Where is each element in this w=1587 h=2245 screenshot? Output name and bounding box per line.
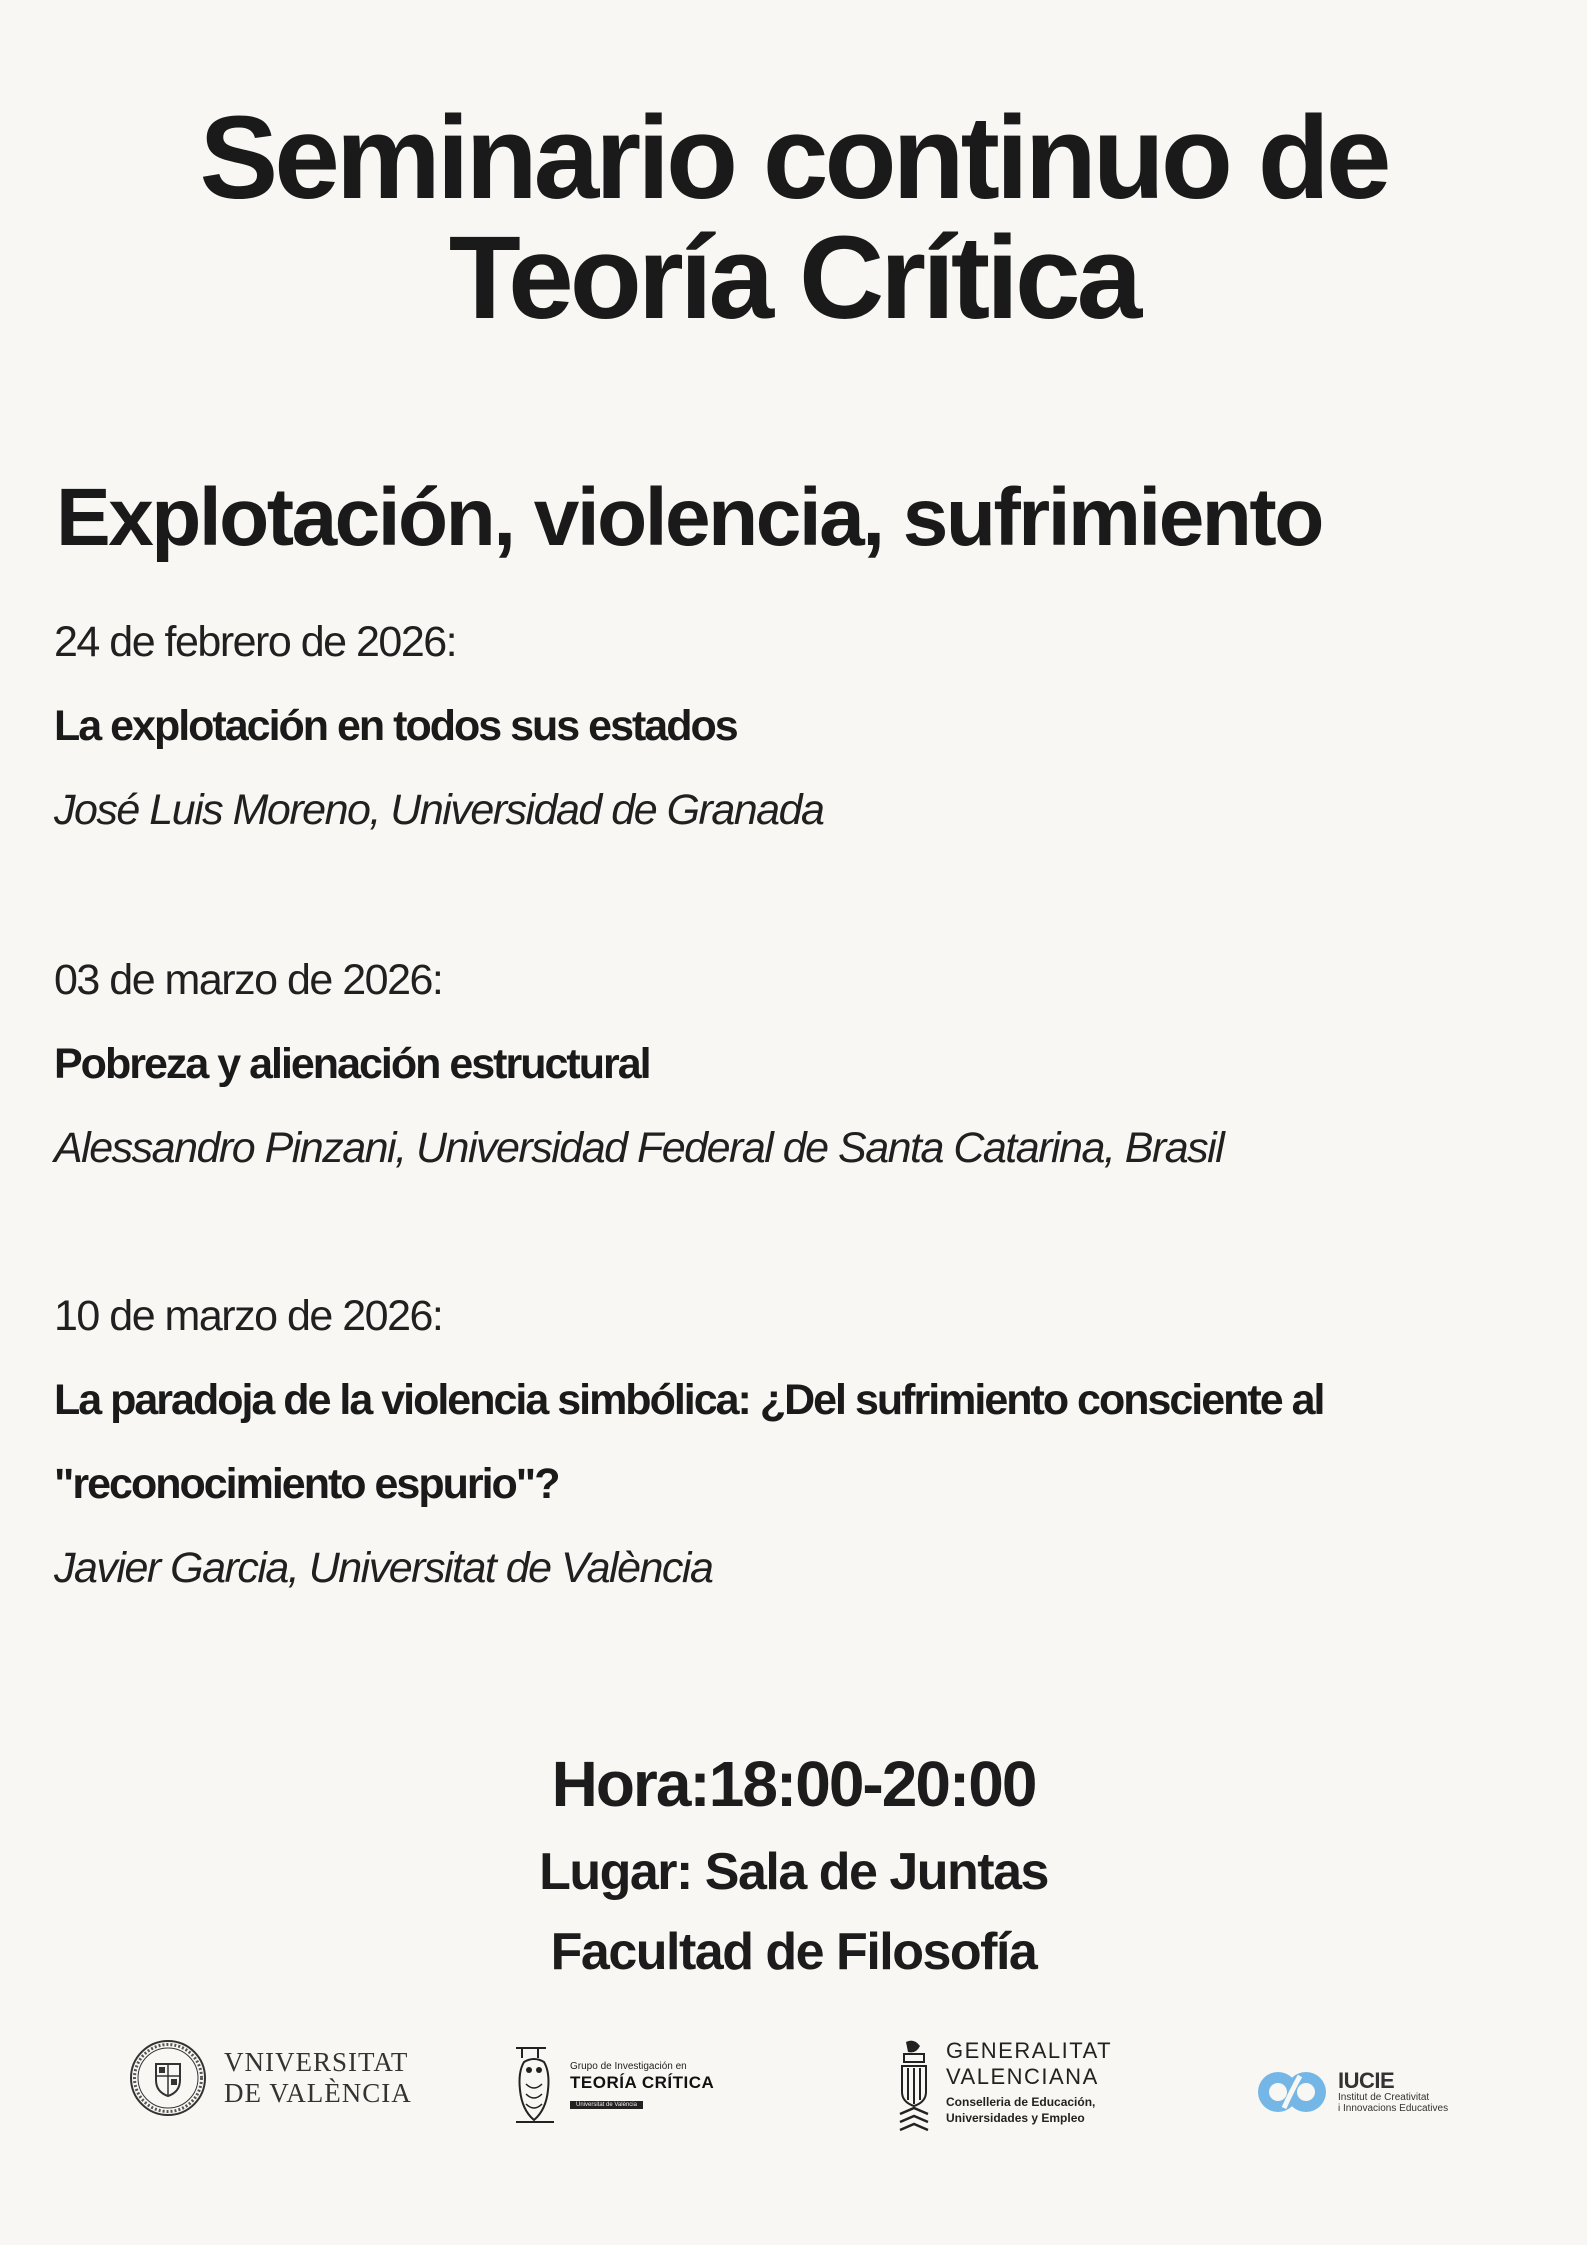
gtc-big-text: TEORÍA CRÍTICA (570, 2073, 715, 2092)
gtc-small-text: Grupo de Investigación en (570, 2061, 687, 2072)
time-info: Hora:18:00-20:00 (551, 1748, 1036, 1820)
gtc-bar-text: Universitat de València (570, 2101, 643, 2109)
session-title: Pobreza y alienación estructural (54, 1040, 650, 1088)
session-1 (54, 600, 1504, 852)
location-info: Lugar: Sala de Juntas (539, 1843, 1048, 1901)
session-date: 03 de marzo de 2026: (54, 956, 443, 1004)
iucie-sub-line-1: Institut de Creativitat (1338, 2092, 1430, 2103)
iucie-logo (1254, 2068, 1448, 2116)
gv-name-line-1: GENERALITAT (946, 2038, 1113, 2063)
session-title: La paradoja de la violencia simbólica: ¿Del sufrimiento consciente al "reconocimiento espurio"? (54, 1376, 1324, 1508)
generalitat-valenciana-logo (896, 2038, 1112, 2134)
session-speaker: Javier Garcia, Universitat de València (54, 1544, 713, 1592)
iucie-sub-line-2: i Innovacions Educatives (1338, 2103, 1449, 2114)
seminar-subtitle: Explotación, violencia, sufrimiento (56, 472, 1322, 563)
session-title: La explotación en todos sus estados (54, 702, 737, 750)
gv-sub-line-2: Universidades y Empleo (946, 2111, 1085, 2125)
gv-sub-line-1: Conselleria de Educación, (946, 2095, 1096, 2109)
faculty-info: Facultad de Filosofía (550, 1923, 1037, 1981)
title-line-1: Seminario continuo de (199, 92, 1388, 224)
session-date: 24 de febrero de 2026: (54, 618, 457, 666)
uv-name-line-1: VNIVERSITAT (224, 2047, 409, 2077)
university-seal-icon (128, 2038, 208, 2118)
universitat-valencia-logo (128, 2038, 412, 2118)
session-3 (54, 1274, 1504, 1610)
iucie-name: IUCIE (1338, 2068, 1395, 2093)
teoria-critica-group-logo (508, 2044, 714, 2128)
session-date: 10 de marzo de 2026: (54, 1292, 443, 1340)
iucie-emblem-icon (1254, 2068, 1330, 2116)
uv-name-line-2: DE VALÈNCIA (224, 2078, 412, 2108)
session-2 (54, 938, 1504, 1190)
owl-icon (508, 2044, 562, 2128)
generalitat-emblem-icon (896, 2038, 932, 2134)
session-speaker: Alessandro Pinzani, Universidad Federal de Santa Catarina, Brasil (54, 1124, 1224, 1172)
gv-name-line-2: VALENCIANA (946, 2064, 1099, 2089)
session-speaker: José Luis Moreno, Universidad de Granada (54, 786, 824, 834)
poster-title (0, 92, 1587, 344)
title-line-2: Teoría Crítica (448, 212, 1139, 344)
